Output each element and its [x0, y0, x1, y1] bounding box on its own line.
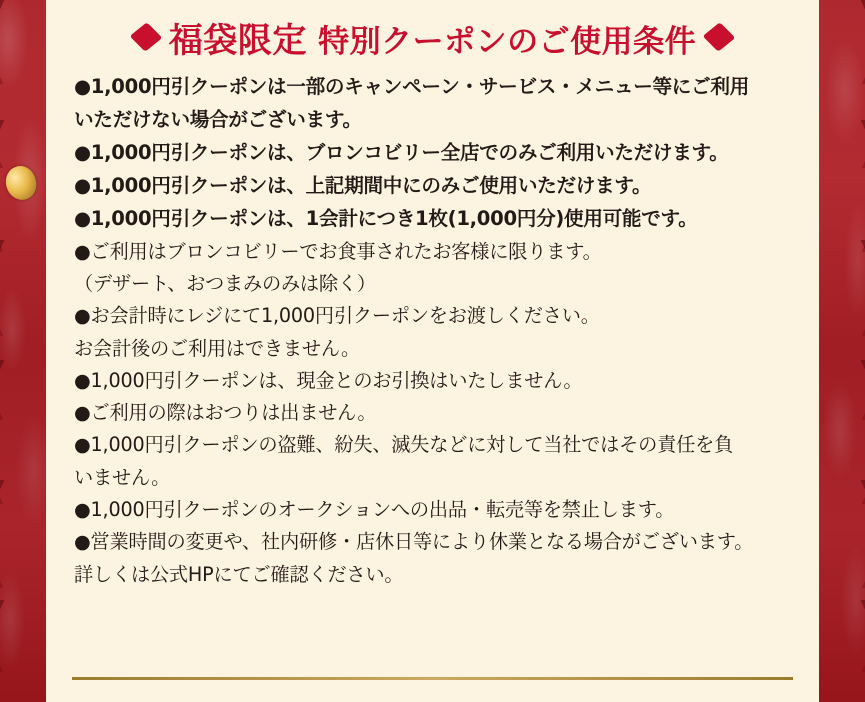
page-title-rest: 特別クーポンのご使用条件 [306, 23, 697, 60]
diamond-left-icon [129, 22, 162, 51]
right-marble-border [819, 0, 865, 702]
condition-line: ●1,000円引クーポンは、現金とのお引換はいたしません。 [74, 368, 583, 392]
condition-line: ●1,000円引クーポンは、上記期間中にのみご使用いただけます。 [74, 173, 652, 197]
condition-line: ●1,000円引クーポンは一部のキャンペーン・サービス・メニュー等にご利用 [74, 75, 749, 98]
conditions-list [46, 61, 819, 590]
condition-line: 詳しくは公式HPにてご確認ください。 [74, 562, 404, 586]
condition-line: ●営業時間の変更や、社内研修・店休日等により休業となる場合がございます。 [74, 530, 754, 554]
left-marble-border [0, 0, 46, 702]
page-title-emphasis: 福袋限定 [168, 20, 307, 61]
condition-line: お会計後のご利用はできません。 [74, 336, 360, 360]
condition-line: ●1,000円引クーポンの盗難、紛失、滅失などに対して当社ではその責任を負 [74, 433, 734, 457]
gold-divider [72, 677, 793, 680]
condition-line: いただけない場合がございます。 [74, 107, 362, 131]
condition-line: ●お会計時にレジにて1,000円引クーポンをお渡しください。 [74, 304, 600, 328]
condition-line: ●1,000円引クーポンは、ブロンコビリー全店でのみご利用いただけます。 [74, 140, 729, 164]
condition-line: いません。 [74, 465, 171, 489]
condition-line: ●ご利用はブロンコビリーでお食事されたお客様に限ります。 [74, 239, 602, 263]
condition-line: ●1,000円引クーポンのオークションへの出品・転売等を禁止します。 [74, 498, 675, 522]
condition-line: ●ご利用の際はおつりは出ません。 [74, 401, 377, 425]
condition-line: ●1,000円引クーポンは、1会計につき1枚(1,000円分)使用可能です。 [74, 206, 698, 230]
condition-line: （デザート、おつまみのみは除く） [74, 271, 376, 295]
diamond-right-icon [703, 22, 736, 51]
content-panel [46, 0, 819, 702]
page-title [46, 0, 819, 61]
page-title-text [169, 13, 696, 62]
